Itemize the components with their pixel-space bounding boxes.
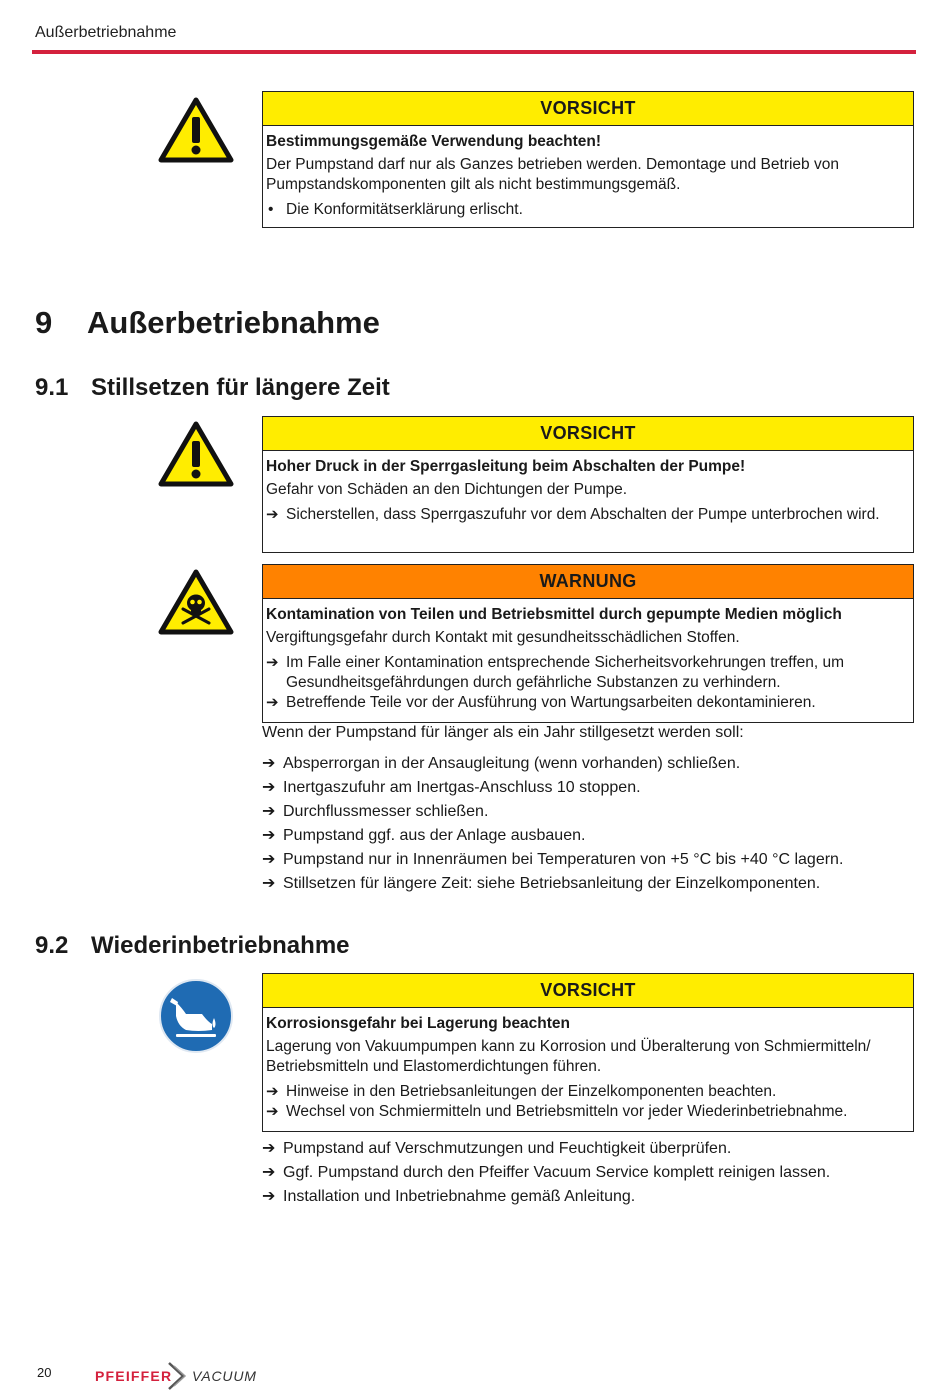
action-step: ➔ Durchflussmesser schließen.	[262, 800, 843, 824]
action-step: ➔ Ggf. Pumpstand durch den Pfeiffer Vacuum Service komplett reinigen lassen.	[262, 1161, 830, 1185]
action-step: ➔ Stillsetzen für längere Zeit: siehe Betriebsanleitung der Einzelkomponenten.	[262, 872, 843, 896]
caution-notice-usage	[262, 91, 914, 228]
arrow-right-icon: ➔	[262, 827, 276, 844]
arrow-right-icon: ➔	[266, 506, 279, 523]
arrow-right-icon: ➔	[262, 1140, 276, 1157]
action-steps-list	[262, 752, 843, 896]
svg-text:VACUUM: VACUUM	[192, 1368, 257, 1384]
arrow-right-icon: ➔	[262, 1164, 276, 1181]
lubricant-mandatory-icon	[158, 978, 234, 1054]
action-step: ➔ Pumpstand nur in Innenräumen bei Temperaturen von +5 °C bis +40 °C lagern.	[262, 848, 843, 872]
notice-title: Korrosionsgefahr bei Lagerung beachten	[266, 1015, 571, 1032]
header-rule	[32, 50, 916, 54]
arrow-right-icon: ➔	[262, 803, 276, 820]
warning-notice-contamination	[262, 564, 914, 723]
arrow-right-icon: ➔	[262, 779, 276, 796]
notice-text: Der Pumpstand darf nur als Ganzes betrieben werden. Demontage und Betrieb von Pumpstandskomponenten gilt als nicht bestimmungsgemäß.	[266, 156, 839, 193]
notice-title: Hoher Druck in der Sperrgasleitung beim Abschalten der Pumpe!	[266, 458, 746, 475]
arrow-right-icon: ➔	[266, 1103, 279, 1120]
arrow-right-icon: ➔	[262, 1188, 276, 1205]
notice-signal-word: VORSICHT	[263, 92, 913, 126]
notice-action-item: ➔ Betreffende Teile vor der Ausführung von Wartungsarbeiten dekontaminieren.	[266, 694, 816, 711]
running-header: Außerbetriebnahme	[35, 24, 177, 41]
notice-signal-word: WARNUNG	[263, 565, 913, 599]
notice-action-item: ➔ Sicherstellen, dass Sperrgaszufuhr vor dem Abschalten der Pumpe unterbrochen wird.	[266, 506, 880, 523]
arrow-right-icon: ➔	[266, 694, 279, 711]
action-step: ➔ Pumpstand auf Verschmutzungen und Feuchtigkeit überprüfen.	[262, 1137, 830, 1161]
action-step: ➔ Installation und Inbetriebnahme gemäß Anleitung.	[262, 1185, 830, 1209]
toxic-warning-icon	[158, 569, 234, 635]
arrow-right-icon: ➔	[262, 875, 276, 892]
arrow-right-icon: ➔	[266, 1083, 279, 1100]
action-step: ➔ Pumpstand ggf. aus der Anlage ausbauen.	[262, 824, 843, 848]
page-number: 20	[37, 1365, 52, 1380]
caution-notice-pressure	[262, 416, 914, 553]
action-steps-list	[262, 1137, 830, 1209]
arrow-right-icon: ➔	[266, 654, 279, 671]
notice-title: Kontamination von Teilen und Betriebsmittel durch gepumpte Medien möglich	[266, 606, 842, 623]
pfeiffer-vacuum-logo	[95, 1360, 265, 1392]
notice-text: Gefahr von Schäden an den Dichtungen der Pumpe.	[266, 481, 628, 498]
warning-triangle-icon	[158, 421, 234, 487]
notice-action-item: ➔ Hinweise in den Betriebsanleitungen der Einzelkomponenten beachten.	[266, 1083, 777, 1100]
arrow-right-icon: ➔	[262, 851, 276, 868]
section-heading-9-2: 9.2 Wiederinbetriebnahme	[35, 932, 350, 959]
notice-action-item: ➔ Im Falle einer Kontamination entsprechende Sicherheitsvorkehrungen treffen, um Gesundheitsgefährdungen durch gefährliche Substanzen zu verhindern.	[266, 654, 845, 691]
arrow-right-icon: ➔	[262, 755, 276, 772]
notice-signal-word: VORSICHT	[263, 974, 913, 1008]
section-intro-text: Wenn der Pumpstand für länger als ein Jahr stillgesetzt werden soll:	[262, 724, 744, 741]
svg-text:PFEIFFER: PFEIFFER	[95, 1368, 173, 1384]
caution-notice-corrosion	[262, 973, 914, 1132]
chapter-heading: 9 Außerbetriebnahme	[35, 305, 380, 340]
notice-text: Lagerung von Vakuumpumpen kann zu Korrosion und Überalterung von Schmiermitteln/ Betriebsmitteln und Elastomerdichtungen führen.	[266, 1038, 871, 1075]
notice-signal-word: VORSICHT	[263, 417, 913, 451]
notice-title: Bestimmungsgemäße Verwendung beachten!	[266, 133, 602, 150]
notice-bullet-item: • Die Konformitätserklärung erlischt.	[268, 201, 523, 218]
bullet-icon: •	[268, 201, 274, 218]
section-heading-9-1: 9.1 Stillsetzen für längere Zeit	[35, 374, 390, 401]
warning-triangle-icon	[158, 97, 234, 163]
action-step: ➔ Inertgaszufuhr am Inertgas-Anschluss 10 stoppen.	[262, 776, 843, 800]
action-step: ➔ Absperrorgan in der Ansaugleitung (wenn vorhanden) schließen.	[262, 752, 843, 776]
notice-text: Vergiftungsgefahr durch Kontakt mit gesundheitsschädlichen Stoffen.	[266, 629, 740, 646]
notice-action-item: ➔ Wechsel von Schmiermitteln und Betriebsmitteln vor jeder Wiederinbetriebnahme.	[266, 1103, 848, 1120]
